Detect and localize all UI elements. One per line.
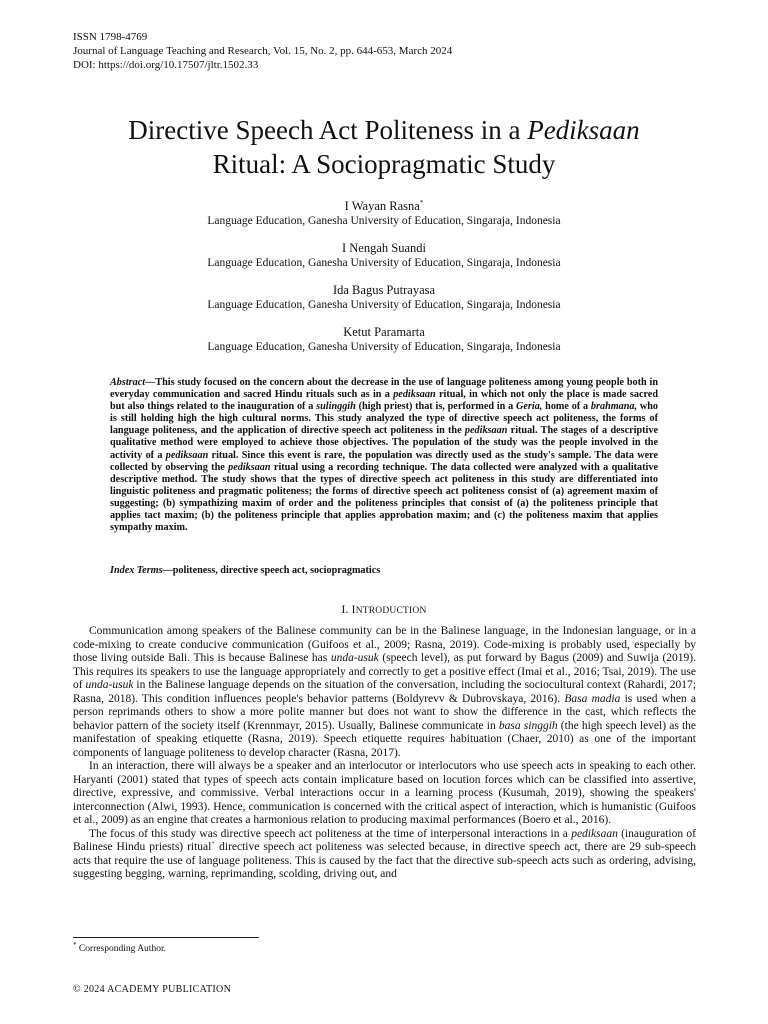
abstract: Abstract—This study focused on the concern about the decrease in the use of language politeness among young people both in everyday communication and sacred Hindu rituals such as in a pediksaan ritual, in which not only the place is made sacred but also things related to the inauguration of a sulinggih (high priest) that is, performed in a Geria, home of a brahmana, who is still holding high the high cultural norms. This study analyzed the type of directive speech act politeness, the forms of language politeness, and the application of directive speech act politeness in the pediksaan ritual. The stages of a descriptive qualitative method were employed to achieve those objectives. The population of the study was the people involved in the activity of a pediksaan ritual. Since this event is rare, the population was directly used as the study's sample. The data were collected by observing the pediksaan ritual using a recording technique. The data collected were analyzed with a qualitative descriptive method. The study shows that the types of directive speech act politeness in this study are differentiated into linguistic politeness and pragmatic politeness; the forms of directive speech act politeness consist of (a) agreement maxim of suggesting; (b) sympathizing maxim of order and the politeness principles that consist of (a) the politeness principle that applies tact maxim; (b) the politeness principle that applies approbation maxim; and (c) the politeness maxim that applies sympathy maxim. — [110, 377, 658, 534]
journal-citation: Journal of Language Teaching and Research, Vol. 15, No. 2, pp. 644-653, March 2024 — [73, 45, 453, 57]
author-affiliation: Language Education, Ganesha University of Education, Singaraja, Indonesia — [207, 215, 561, 227]
section-heading: I. INTRODUCTION — [341, 604, 427, 616]
publisher-footer: © 2024 ACADEMY PUBLICATION — [73, 984, 232, 995]
corresponding-mark: * — [419, 198, 424, 207]
footnote: * Corresponding Author. — [73, 940, 166, 954]
author-affiliation: Language Education, Ganesha University of Education, Singaraja, Indonesia — [207, 299, 561, 311]
author-name: Ida Bagus Putrayasa — [332, 283, 436, 297]
author-block — [60, 283, 708, 313]
paragraph: The focus of this study was directive speech act politeness at the time of interpersonal interactions in a pediksaan (inauguration of Balinese Hindu priests) ritual` directive speech act politeness was selected because, in directive speech act, there are 29 sub-speech acts that require the use of language politeness. This is caused by the fact that the directive sub-speech acts such as ordering, advising, suggesting begging, warning, reprimanding, scolding, driving out, and — [73, 827, 696, 880]
paper-title: Directive Speech Act Politeness in a Pediksaan Ritual: A Sociopragmatic Study — [128, 115, 640, 179]
doi-link[interactable]: DOI: https://doi.org/10.17507/jltr.1502.33 — [73, 59, 259, 71]
index-terms-lead: Index Terms — [110, 565, 163, 576]
author-affiliation: Language Education, Ganesha University of Education, Singaraja, Indonesia — [207, 257, 561, 269]
abstract-lead: Abstract — [110, 377, 146, 388]
author-name: I Nengah Suandi — [341, 241, 426, 255]
paragraph: Communication among speakers of the Balinese community can be in the Balinese language, in the Indonesian language, or in a code-mixing to create conducive communication (Guifoos et al., 2009; Rasna, 2019). Code-mixing is probably used, especially by those living outside Bali. This is because Balinese has unda-usuk (speech level), as put forward by Bagus (2009) and Suwija (2019). This requires its speakers to use the language appropriately and correctly to get a positive effect (Imai et al., 2016; Tsai, 2019). The use of unda-usuk in the Balinese language depends on the situation of the conversation, including the sociocultural context (Rahardi, 2017; Rasna, 2018). This condition influences people's behavior patterns (Boldyrevv & Dubrovskaya, 2016). Basa madia is used when a person reprimands others to show a more polite manner but does not want to show the difference in the cast, which reflects the behavior pattern of the society itself (Krennmayr, 2015). Usually, Balinese communicate in basa singgih (the high speech level) as the manifestation of speaking etiquette (Rasna, 2019). Speech etiquette requires habituation (Chaer, 2010) as one of the important components of language politeness to develop character (Rasna, 2017). — [73, 625, 697, 759]
body-text — [73, 625, 696, 882]
author-affiliation: Language Education, Ganesha University of Education, Singaraja, Indonesia — [207, 341, 561, 353]
journal-header — [73, 30, 452, 72]
author-list — [60, 199, 708, 367]
author-name: Ketut Paramarta — [343, 325, 425, 339]
issn-line: ISSN 1798-4769 — [73, 31, 148, 43]
author-block — [60, 325, 708, 355]
index-terms: Index Terms—politeness, directive speech act, sociopragmatics — [110, 565, 381, 576]
author-block — [60, 241, 708, 271]
author-name: I Wayan Rasna — [344, 199, 420, 213]
author-block — [60, 199, 708, 229]
paragraph: In an interaction, there will always be a speaker and an interlocutor or interlocutors who use speech acts in speaking to each other. Haryanti (2001) stated that types of speech acts contain implicature based on locution forces which can be classified into assertive, directive, expressive, and commissive. Verbal interactions occur in a learning process (Kusumah, 2019), showing the speakers' interconnection (Alwi, 1993). Hence, communication is concerned with the critical aspect of interaction, which is humanistic (Guifoos et al., 2009) as an engine that creates a harmonious relation to producing maximal performances (Boero et al., 2016). — [73, 760, 696, 826]
footnote-divider — [73, 937, 259, 938]
